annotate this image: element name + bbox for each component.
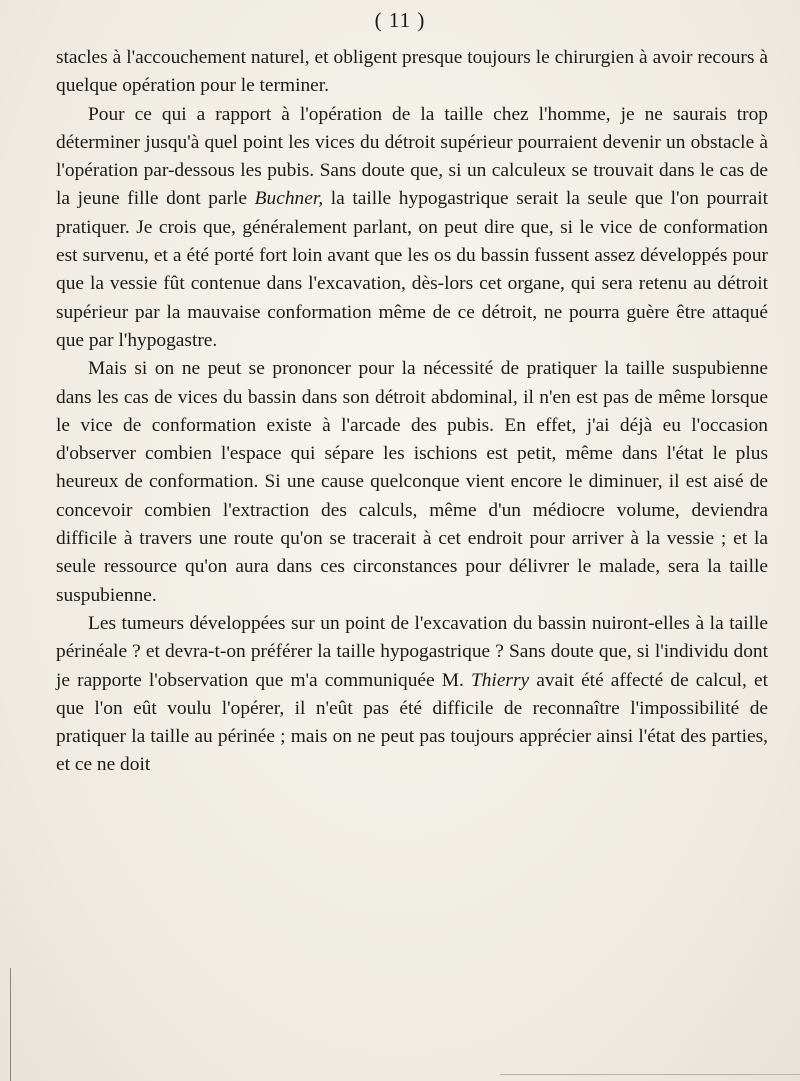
paragraph-taille-suspubienne: Mais si on ne peut se prononcer pour la nécessité de pratiquer la taille suspubienne dans les cas de vices du bassin dans son détroit abdominal, il n'en est pas de même lorsque le vice de conformation existe à l'arcade des pubis. En effet, j'ai déjà eu l'occasion d'observer combien l'espace qui sépare les ischions est petit, même dans l'état le plus heureux de conformation. Si une cause quelconque vient encore le diminuer, il est aisé de concevoir combien l'extraction des calculs, même d'un médiocre volume, deviendra difficile à travers une route qu'on se tracerait à cet endroit pour arriver à la vessie ; et la seule ressource qu'on aura dans ces circonstances pour délivrer le malade, sera la taille suspubienne. (56, 358, 768, 606)
author-name-buchner: Buchner, (254, 188, 324, 210)
body-text (56, 44, 768, 780)
paragraph-continuation: stacles à l'accouchement naturel, et obligent presque toujours le chirurgien à avoir recours à quelque opération pour le terminer. (56, 47, 768, 97)
page-number: ( 11 ) (374, 8, 426, 32)
author-name-thierry: Thierry (470, 669, 530, 691)
paragraph-text: Pour ce qui a rapport à l'opération de la taille chez l'homme, je ne saurais trop déterminer jusqu'à quel point les vices du détroit supérieur pourraient devenir un obstacle à l'opération par-dessous les pubis. Sans doute que, si un calculeux se trouvait dans le cas de la jeune fille dont parle (56, 103, 768, 210)
page-bottom-rule (500, 1074, 800, 1075)
paragraph-taille-homme (56, 101, 768, 356)
paragraph-text: Les tumeurs développées sur un point de l'excavation du bassin nuiront-elles à la taille périnéale ? et devra-t-on préférer la taille hypogastrique ? Sans doute que, si l'individu dont je rapporte l'observation que m'a communiquée M. (56, 612, 768, 691)
page-edge-line (10, 968, 11, 1081)
paragraph-text: avait été affecté de calcul, et que l'on eût voulu l'opérer, il n'eût pas été difficile de reconnaître l'impossibilité de pratiquer la taille au périnée ; mais on ne peut pas toujours apprécier ainsi l'état des parties, et ce ne doit (56, 669, 768, 776)
paragraph-tumeurs (56, 610, 768, 780)
paragraph-text: la taille hypogastrique serait la seule que l'on pourrait pratiquer. Je crois que, généralement parlant, on peut dire que, si le vice de conformation est survenu, et a été porté fort loin avant que les os du bassin fussent assez développés pour que la vessie fût contenue dans l'excavation, dès-lors cet organe, qui sera retenu au détroit supérieur par la mauvaise conformation même de ce détroit, ne pourra guère être attaqué que par l'hypogastre. (56, 188, 768, 351)
